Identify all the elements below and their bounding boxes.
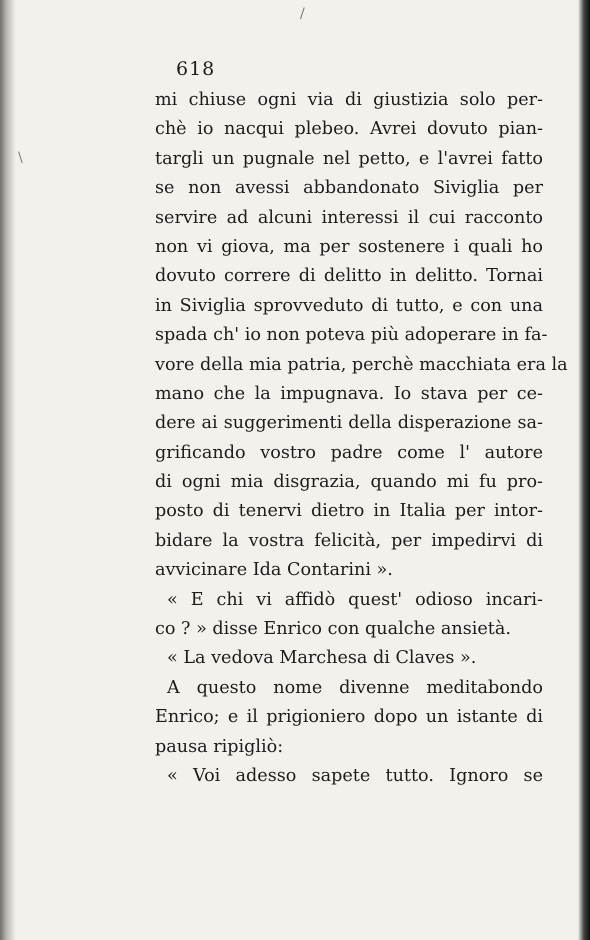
text-line: co ? » disse Enrico con qualche ansietà. (155, 619, 511, 640)
scan-speck: \ (18, 150, 23, 166)
text-line: in Siviglia sprovveduto di tutto, e con una (155, 295, 543, 316)
text-line: mi chiuse ogni via di giustizia solo per- (155, 90, 543, 110)
text-line: « Voi adesso sapete tutto. Ignoro se (167, 765, 543, 786)
text-line: se non avessi abbandonato Siviglia per (155, 178, 543, 199)
text-line: bidare la vostra felicità, per impedirvi di (155, 530, 543, 551)
text-line: A questo nome divenne meditabondo (167, 677, 543, 698)
text-line: mano che la impugnava. Io stava per ce- (155, 383, 543, 404)
text-line: dovuto correre di delitto in delitto. Tornai (155, 266, 543, 287)
text-line: targli un pugnale nel petto, e l'avrei fatto (155, 148, 543, 169)
text-line: dere ai suggerimenti della disperazione sa- (155, 413, 543, 434)
text-line: « La vedova Marchesa di Claves ». (167, 648, 477, 669)
text-line: posto di tenervi dietro in Italia per intor- (155, 501, 543, 522)
text-line: di ogni mia disgrazia, quando mi fu pro- (155, 472, 543, 493)
text-line: grificando vostro padre come l' autore (155, 442, 543, 463)
text-line: « E chi vi affidò quest' odioso incari- (167, 589, 543, 610)
body-text (155, 86, 568, 791)
text-line: pausa ripigliò: (155, 736, 284, 757)
text-line: vore della mia patria, perchè macchiata era la (155, 354, 568, 375)
text-line: chè io nacqui plebeo. Avrei dovuto pian- (155, 119, 543, 140)
text-line: servire ad alcuni interessi il cui racconto (155, 207, 543, 228)
page-number: 618 (176, 58, 216, 80)
text-line: non vi giova, ma per sostenere i quali ho (155, 236, 543, 257)
text-line: spada ch' io non poteva più adoperare in fa- (155, 325, 548, 346)
text-line: avvicinare Ida Contarini ». (155, 560, 393, 581)
scan-speck: / (300, 6, 305, 22)
text-line: Enrico; e il prigioniero dopo un istante di (155, 707, 543, 728)
